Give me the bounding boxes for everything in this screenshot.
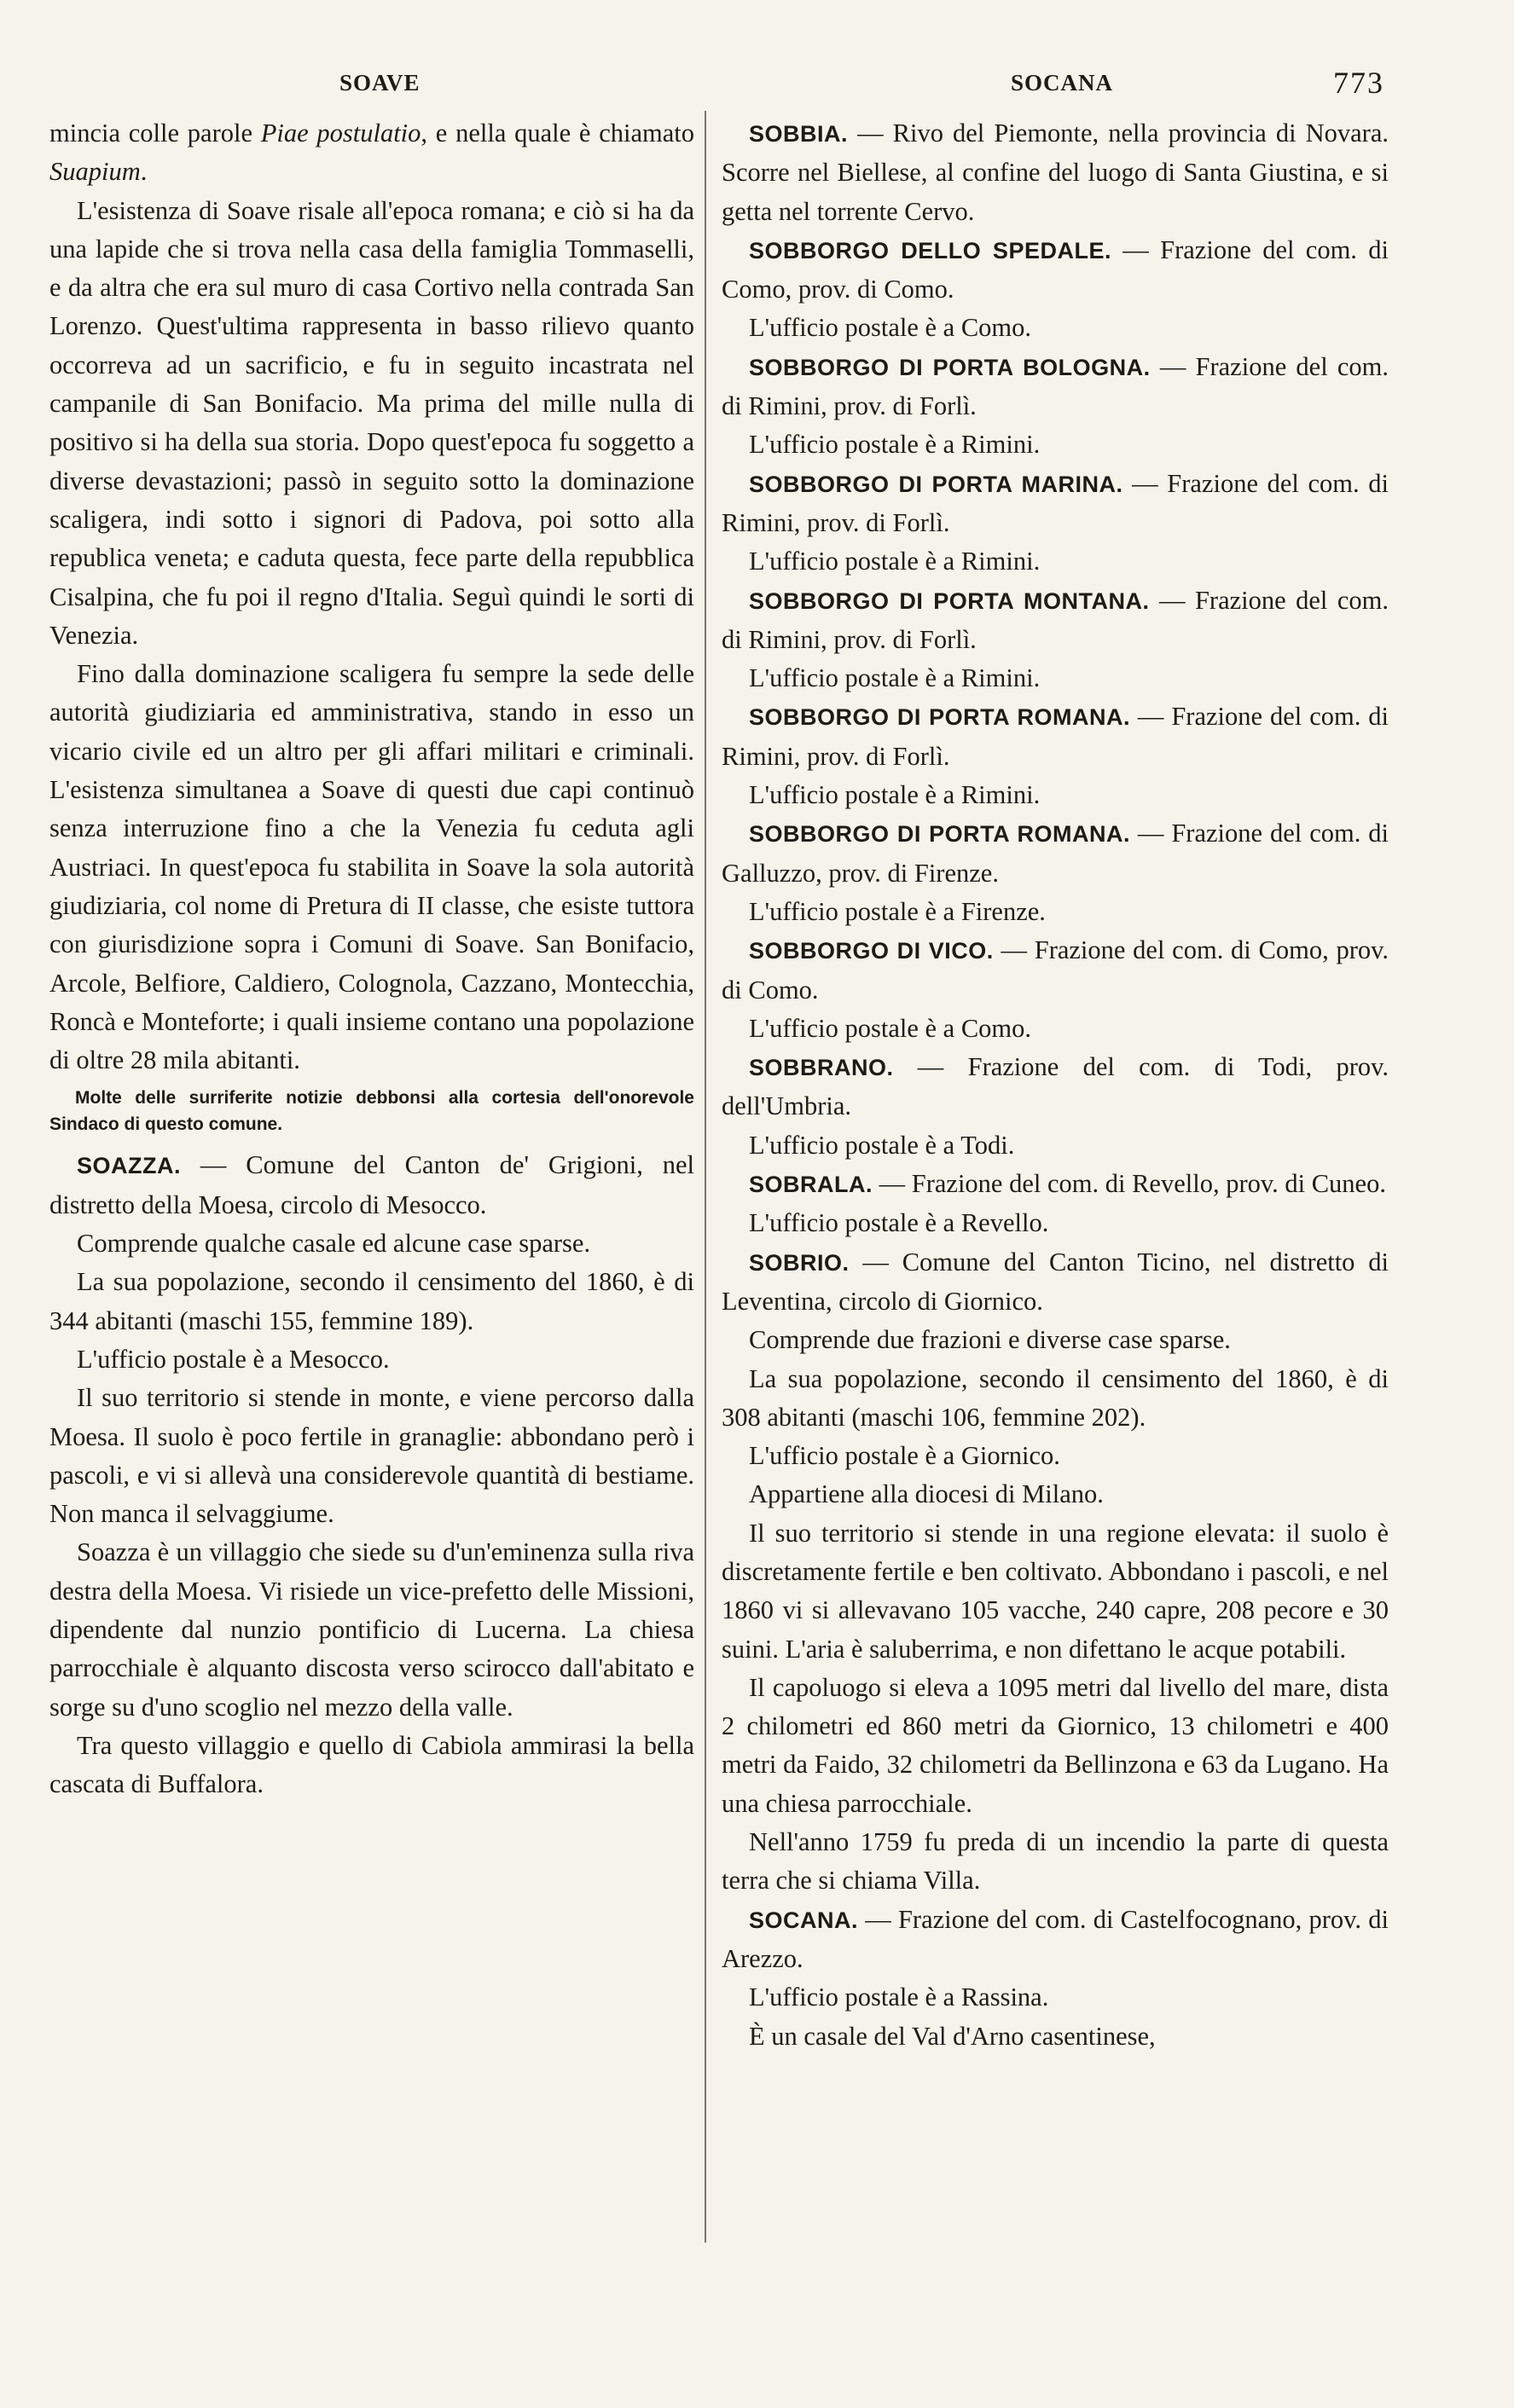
paragraph: mincia colle parole Piae postulatio, e nella quale è chiamato Suapium.: [49, 119, 694, 187]
paragraph: Il suo territorio si stende in una regione elevata: il suolo è discretamente fertile e ben coltivato. Abbondano i pascoli, e nel 1860 vi si allevavano 105 vacche, 240 capre, 208 pecore e 30 suini. L'aria è saluberrima, e non difettano le acque potabili.: [722, 1518, 1389, 1664]
paragraph: L'esistenza di Soave risale all'epoca romana; e ciò si ha da una lapide che si trova nella casa della famiglia Tommaselli, e da altra che era sul muro di casa Cortivo nella contrada San Lorenzo. Quest'ultima rappresenta in basso rilievo quanto occorreva ad un sacrificio, e fu in seguito incastrata nel campanile di San Bonifacio. Ma prima del mille nulla di positivo si ha della sua storia. Dopo quest'epoca fu soggetto a diverse devastazioni; passò in seguito sotto la dominazione scaligera, indi sotto i signori di Padova, poi sotto alla republica veneta; e caduta questa, fece parte della repubblica Cisalpina, che fu poi il regno d'Italia. Seguì quindi le sorti di Venezia.: [49, 195, 694, 650]
paragraph: Tra questo villaggio e quello di Cabiola ammirasi la bella cascata di Buffalora.: [49, 1730, 694, 1799]
paragraph: Comprende due frazioni e diverse case sparse.: [749, 1325, 1231, 1355]
entry-sobborgo-porta-romana-galluzzo: SOBBORGO DI PORTA ROMANA. — Frazione del com. di Galluzzo, prov. di Firenze.: [722, 819, 1389, 888]
paragraph: Soazza è un villaggio che siede su d'un'eminenza sulla riva destra della Moesa. Vi risiede un vice-prefetto delle Missioni, dipendente dal nunzio pontificio di Lucerna. La chiesa parrocchiale è alquanto discosta verso scirocco dall'abitato e sorge su d'uno scoglio nel mezzo della valle.: [49, 1537, 694, 1722]
postal-line: L'ufficio postale è a Rimini.: [749, 780, 1041, 810]
entry-sobborgo-di-vico: SOBBORGO DI VICO. — Frazione del com. di Como, prov. di Como.: [722, 935, 1389, 1004]
paragraph: Nell'anno 1759 fu preda di un incendio la parte di questa terra che si chiama Villa.: [722, 1827, 1389, 1896]
postal-line: L'ufficio postale è a Firenze.: [749, 896, 1046, 926]
footnote: Molte delle surriferite notizie debbonsi alla cortesia dell'onorevole Sindaco di questo comune.: [49, 1088, 694, 1135]
entry-sobborgo-porta-romana-rimini: SOBBORGO DI PORTA ROMANA. — Frazione del com. di Rimini, prov. di Forlì.: [722, 702, 1389, 771]
postal-line: L'ufficio postale è a Rimini.: [749, 547, 1041, 576]
paragraph: Fino dalla dominazione scaligera fu sempre la sede delle autorità giudiziaria ed amministrativa, stando in esso un vicario civile ed un altro per gli affari militari e criminali. L'esistenza simultanea a Soave di questi due capi continuò senza interruzione fino a che la Venezia fu ceduta agli Austriaci. In quest'epoca fu stabilita in Soave la sola autorità giudiziaria, col nome di Pretura di II classe, che esiste tuttora con giurisdizione sopra i Comuni di Soave. San Bonifacio, Arcole, Belfiore, Caldiero, Colognola, Cazzano, Montecchia, Roncà e Monteforte; i quali insieme contano una popolazione di oltre 28 mila abitanti.: [49, 659, 694, 1075]
entry-title: SOCANA.: [749, 1907, 859, 1933]
postal-line: L'ufficio postale è a Rimini.: [749, 663, 1041, 693]
entry-title: SOBRIO.: [749, 1249, 850, 1276]
entry-title: SOBRALA.: [749, 1172, 873, 1198]
postal-line: L'ufficio postale è a Rassina.: [749, 1983, 1049, 2012]
entry-sobrio: SOBRIO. — Comune del Canton Ticino, nel distretto di Leventina, circolo di Giornico.: [722, 1247, 1389, 1316]
running-header-right: SOCANA: [1011, 70, 1114, 96]
page-number: 773: [1333, 66, 1384, 100]
postal-line: L'ufficio postale è a Como.: [749, 1013, 1032, 1043]
paragraph: Comprende qualche casale ed alcune case sparse.: [77, 1229, 591, 1259]
right-column: [722, 114, 1389, 2056]
entry-title: SOBBORGO DI PORTA MARINA.: [749, 471, 1123, 497]
entry-sobborgo-spedale: SOBBORGO DELLO SPEDALE. — Frazione del com. di Como, prov. di Como.: [722, 234, 1389, 304]
entry-sobbrano: SOBBRANO. — Frazione del com. di Todi, prov. dell'Umbria.: [722, 1052, 1389, 1121]
postal-line: L'ufficio postale è a Rimini.: [749, 430, 1041, 460]
column-divider: [705, 111, 706, 2243]
paragraph: È un casale del Val d'Arno casentinese,: [749, 2021, 1156, 2051]
entry-title: SOBBORGO DELLO SPEDALE.: [749, 237, 1111, 263]
entry-socana: SOCANA. — Frazione del com. di Castelfocognano, prov. di Arezzo.: [722, 1904, 1389, 1973]
postal-line: L'ufficio postale è a Giornico.: [749, 1441, 1060, 1471]
entry-title: SOBBORGO DI PORTA ROMANA.: [749, 704, 1130, 731]
entry-sobborgo-porta-montana: SOBBORGO DI PORTA MONTANA. — Frazione del com. di Rimini, prov. di Forlì.: [722, 585, 1389, 654]
paragraph: Il capoluogo si eleva a 1095 metri dal livello del mare, dista 2 chilometri ed 860 metri da Giornico, 13 chilometri e 400 metri da Faido, 32 chilometri da Bellinzona e 63 da Lugano. Ha una chiesa parrocchiale.: [722, 1672, 1389, 1818]
entry-title: SOBBORGO DI PORTA ROMANA.: [749, 821, 1130, 848]
paragraph: La sua popolazione, secondo il censimento del 1860, è di 344 abitanti (maschi 155, femmine 189).: [49, 1267, 694, 1335]
entry-title: SOAZZA.: [77, 1153, 181, 1179]
postal-line: L'ufficio postale è a Revello.: [749, 1208, 1049, 1238]
left-column: [49, 114, 694, 1803]
entry-sobborgo-porta-marina: SOBBORGO DI PORTA MARINA. — Frazione del com. di Rimini, prov. di Forlì.: [722, 468, 1389, 537]
postal-line: L'ufficio postale è a Como.: [749, 313, 1032, 343]
entry-title: SOBBORGO DI PORTA BOLOGNA.: [749, 354, 1151, 380]
entry-sobrala: SOBRALA. — Frazione del com. di Revello, prov. di Cuneo.: [749, 1169, 1386, 1199]
paragraph: Appartiene alla diocesi di Milano.: [749, 1479, 1104, 1509]
entry-title: SOBBORGO DI VICO.: [749, 938, 994, 964]
entry-sobbia: SOBBIA. — Rivo del Piemonte, nella provincia di Novara. Scorre nel Biellese, al confine del luogo di Santa Giustina, e si getta nel torrente Cervo.: [722, 119, 1389, 226]
entry-soazza: SOAZZA. — Comune del Canton de' Grigioni, nel distretto della Moesa, circolo di Mesocco.: [49, 1150, 694, 1219]
paragraph: L'ufficio postale è a Mesocco.: [77, 1344, 390, 1374]
running-header-left: SOAVE: [339, 70, 421, 96]
entry-title: SOBBRANO.: [749, 1055, 894, 1081]
entry-sobborgo-porta-bologna: SOBBORGO DI PORTA BOLOGNA. — Frazione del com. di Rimini, prov. di Forlì.: [722, 351, 1389, 421]
paragraph: Il suo territorio si stende in monte, e viene percorso dalla Moesa. Il suolo è poco fertile in granaglie: abbondano però i pascoli, e vi si allevà una considerevole quantità di bestiame. Non manca il selvaggiume.: [49, 1383, 694, 1529]
paragraph: La sua popolazione, secondo il censimento del 1860, è di 308 abitanti (maschi 106, femmine 202).: [722, 1363, 1389, 1432]
entry-title: SOBBIA.: [749, 121, 849, 147]
postal-line: L'ufficio postale è a Todi.: [749, 1130, 1015, 1160]
entry-title: SOBBORGO DI PORTA MONTANA.: [749, 588, 1150, 614]
